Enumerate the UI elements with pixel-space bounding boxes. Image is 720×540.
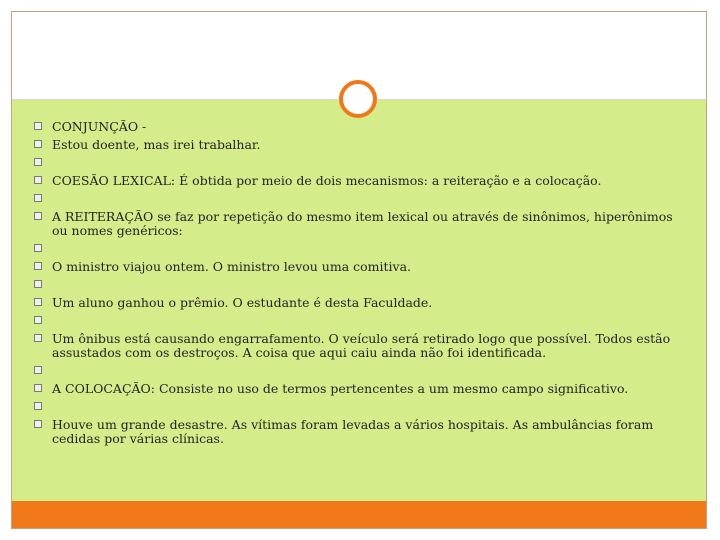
list-item-text: CONJUNÇÃO - xyxy=(52,119,147,134)
list-item-text: Houve um grande desastre. As vítimas foram levadas a vários hospitais. As ambulâncias foram cedidas por várias clínicas. xyxy=(52,417,654,446)
bullet-icon xyxy=(34,140,42,148)
list-item-text: O ministro viajou ontem. O ministro levou uma comitiva. xyxy=(52,259,412,274)
bullet-icon xyxy=(34,212,42,220)
list-item-empty xyxy=(34,278,684,292)
list-item-text: Estou doente, mas irei trabalhar. xyxy=(52,137,261,152)
circle-ornament-icon xyxy=(339,80,377,118)
list-item-empty xyxy=(34,314,684,328)
bullet-icon xyxy=(34,194,42,202)
list-item-text: Um aluno ganhou o prêmio. O estudante é desta Faculdade. xyxy=(52,295,433,310)
bullet-list xyxy=(34,120,684,450)
list-item-text: A COLOCAÇÃO: Consiste no uso de termos pertencentes a um mesmo campo significativo. xyxy=(52,381,629,396)
list-item xyxy=(34,210,684,238)
list-item-empty xyxy=(34,400,684,414)
list-item-empty xyxy=(34,242,684,256)
list-item xyxy=(34,296,684,310)
list-item xyxy=(34,138,684,152)
list-item-empty xyxy=(34,192,684,206)
list-item-empty xyxy=(34,156,684,170)
bullet-icon xyxy=(34,122,42,130)
list-item xyxy=(34,174,684,188)
bullet-icon xyxy=(34,158,42,166)
bullet-icon xyxy=(34,298,42,306)
list-item xyxy=(34,120,684,134)
list-item xyxy=(34,332,684,360)
bullet-icon xyxy=(34,334,42,342)
list-item-empty xyxy=(34,364,684,378)
bullet-icon xyxy=(34,280,42,288)
bullet-icon xyxy=(34,420,42,428)
bullet-icon xyxy=(34,262,42,270)
list-item-text: Um ônibus está causando engarrafamento. O veículo será retirado logo que possível. Todos estão assustados com os destroços. A coisa que aqui caiu ainda não foi identificada. xyxy=(52,331,671,360)
list-item xyxy=(34,260,684,274)
bullet-icon xyxy=(34,244,42,252)
bullet-icon xyxy=(34,384,42,392)
list-item xyxy=(34,382,684,396)
footer-bar xyxy=(12,501,706,528)
list-item xyxy=(34,418,684,446)
bullet-icon xyxy=(34,402,42,410)
bullet-icon xyxy=(34,366,42,374)
list-item-text: COESÃO LEXICAL: É obtida por meio de dois mecanismos: a reiteração e a colocação. xyxy=(52,173,602,188)
bullet-icon xyxy=(34,176,42,184)
list-item-text: A REITERAÇÃO se faz por repetição do mesmo item lexical ou através de sinônimos, hiperônimos ou nomes genéricos: xyxy=(52,209,673,238)
bullet-icon xyxy=(34,316,42,324)
